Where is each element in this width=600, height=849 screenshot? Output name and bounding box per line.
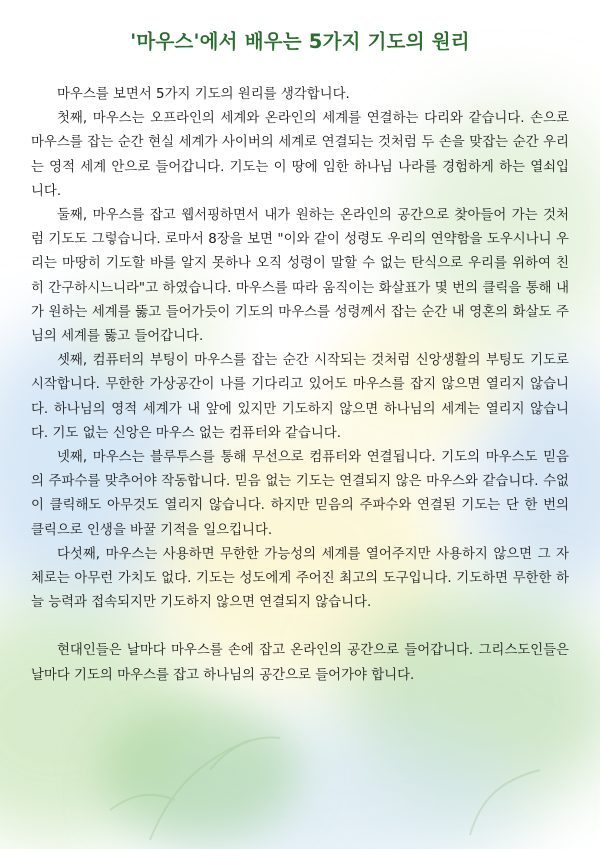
document-title: '마우스'에서 배우는 5가지 기도의 원리 (130, 30, 470, 53)
paragraph-intro: 마우스를 보면서 5가지 기도의 원리를 생각합니다. (57, 87, 350, 102)
paragraph-third: 셋째, 컴퓨터의 부팅이 마우스를 잡는 순간 시작되는 것처럼 신앙생활의 부팅도 기도로 시작합니다. 무한한 가상공간이 나를 기다리고 있어도 마우스를 잡지 않으면 열리지 않습니다. 하나님의 영적 세계가 내 앞에 있지만 기도하지 않으면 하나님의 세계는 열리지 않습니다. 기도 없는 신앙은 마우스 없는 컴퓨터와 같습니다. (31, 353, 569, 441)
paragraph-second: 둘째, 마우스를 잡고 웹서핑하면서 내가 원하는 온라인의 공간으로 찾아들어 가는 것처럼 기도도 그렇습니다. 로마서 8장을 보면 "이와 같이 성령도 우리의 연약함을 도우시나니 우리는 마땅히 기도할 바를 알지 못하나 오직 성령이 말할 수 없는 탄식으로 우리를 위하여 친히 간구하시느니라"고 하였습니다. 마우스를 따라 움직이는 화살표가 몇 번의 클릭을 통해 내가 원하는 세계를 뚫고 들어가듯이 기도의 마우스를 성령께서 잡는 순간 내 영혼의 화살도 주님의 세계를 뚫고 들어갑니다. (31, 208, 569, 345)
paragraph-first: 첫째, 마우스는 오프라인의 세계와 온라인의 세계를 연결하는 다리와 같습니다. 손으로 마우스를 잡는 순간 현실 세계가 사이버의 세계로 연결되는 것처럼 두 손을 맞잡는 순간 우리는 영적 세계 안으로 들어갑니다. 기도는 이 땅에 임한 하나님 나라를 경험하게 하는 열쇠입니다. (31, 111, 569, 199)
paragraph-fifth: 다섯째, 마우스는 사용하면 무한한 가능성의 세계를 열어주지만 사용하지 않으면 그 자체로는 아무런 가치도 없다. 기도는 성도에게 주어진 최고의 도구입니다. 기도하면 무한한 하늘 능력과 접속되지만 기도하지 않으면 연결되지 않습니다. (31, 546, 569, 611)
paragraph-closing: 현대인들은 날마다 마우스를 손에 잡고 온라인의 공간으로 들어갑니다. 그리스도인들은 날마다 기도의 마우스를 잡고 하나님의 공간으로 들어가야 합니다. (31, 643, 569, 683)
paragraph-fourth: 넷째, 마우스는 블루투스를 통해 무선으로 컴퓨터와 연결됩니다. 기도의 마우스도 믿음의 주파수를 맞추어야 작동합니다. 믿음 없는 기도는 연결되지 않은 마우스와 같습니다. 수없이 클릭해도 아무것도 열리지 않습니다. 하지만 믿음의 주파수와 연결된 기도는 단 한 번의 클릭으로 인생을 바꿀 기적을 일으킵니다. (31, 450, 569, 538)
document-body (31, 83, 569, 688)
